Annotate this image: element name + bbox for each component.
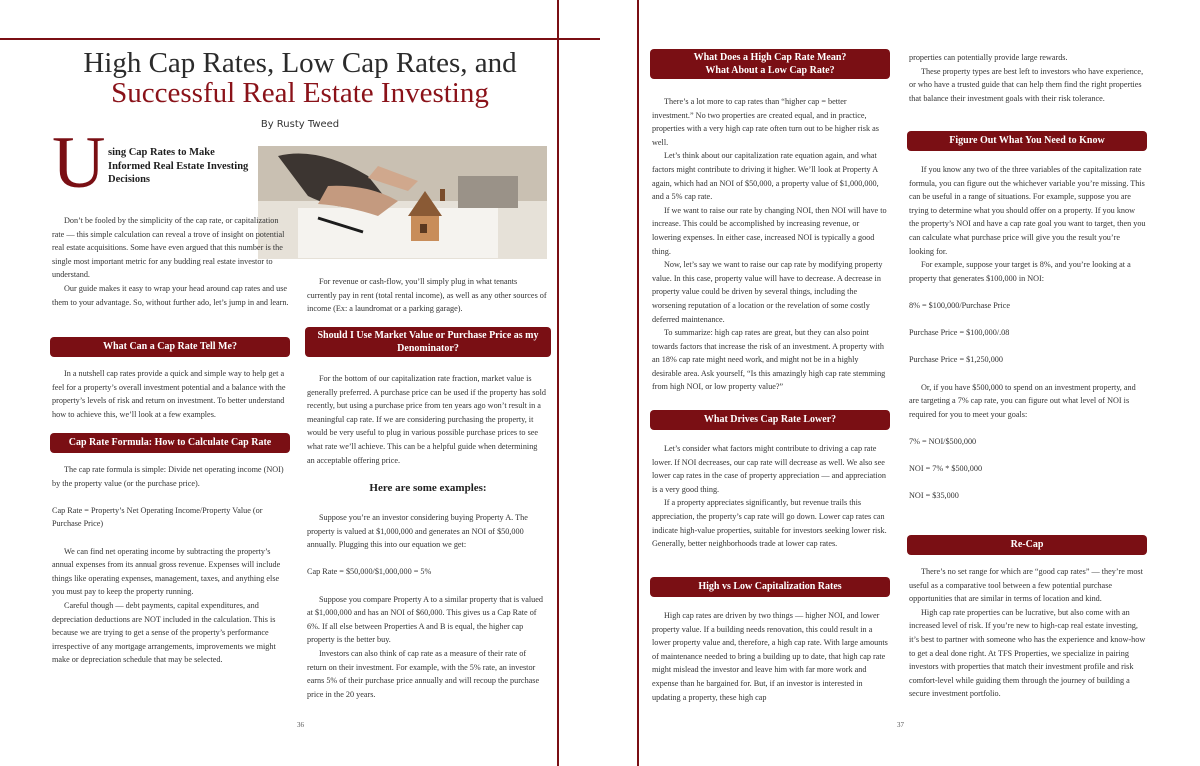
paragraph: In a nutshell cap rates provide a quick and simple way to help get a feel for a property’s overall investment potential and a balance with the property’s levels of risk and return on investment. To better understand how to achieve this, we’ll look at a few examples. [52,369,286,419]
paragraph: High cap rate properties can be lucrative, but also come with an increased level of risk. If you’re new to high-cap real estate investing, it’s best to partner with someone who has the experience and know-how to get a deal done right. At TFS Properties, we specialize in pairing investors with properties that match their investment profile and risk comfort-level while guiding them through the journey of building a secure investment portfolio. [909,607,1146,699]
formula-line: NOI = $35,000 [909,491,959,501]
photo-illustration [258,146,547,259]
right-col-1-high-vs-low [652,609,888,704]
article-title [0,48,600,108]
paragraph: Now, let’s say we want to raise our cap rate by modifying property value. In this case, property value will have to decrease. A decrease in property value could be driven by several things, including the worsening reputation of a location or the revelation of some costly deferred maintenance. [652,260,883,324]
section-header-recap: Re-Cap [907,535,1147,555]
subheading: sing Cap Rates to Make Informed Real Estate Investing Decisions [108,147,249,185]
byline: By Rusty Tweed [260,119,340,130]
section-header-high-mean [650,49,890,79]
paragraph: Suppose you’re an investor considering buying Property A. The property is valued at $1,000,000 and generates an NOI of $50,000 annually. Plugging this into our equation we get: [307,513,528,550]
paragraph: Let’s think about our capitalization rate equation again, and what factors might contribute to driving it higher. We’ll look at Property A again, which had an NOI of $50,000, a property value of $1,000,000, and a 5% cap rate. [652,151,879,202]
section-header-formula: Cap Rate Formula: How to Calculate Cap Rate [50,433,290,453]
examples-heading: Here are some examples: [369,482,487,494]
paragraph: For example, suppose your target is 8%, and you’re looking at a property that generates $100,000 in NOI: [909,260,1131,283]
paragraph: High cap rates are driven by two things — higher NOI, and lower property value. If a building needs renovation, this could result in a lower property value and, therefore, a high cap rate. With large amounts of maintenance needed to bring a building up to date, that high cap rate might mislead the investor and leave him with far more work and expense than he bargained for. But, if an investor is interested in updating a property, these high cap [652,611,888,702]
paragraph: Investors can also think of cap rate as a measure of their rate of return on their investment. For example, with the 5% rate, an investor earns 5% of their purchase price annually and will recoup the purchase price in the 20 years. [307,648,540,699]
paragraph: To summarize: high cap rates are great, but they can also point towards factors that increase the risk of an investment. A property with an 18% cap rate might need work, and might not be in a highly desirable area. Ask yourself, “Is this amazingly high cap rate stemming from high NOI, or low property value?” [652,328,886,392]
right-col-2-top [909,51,1147,105]
page-number-right: 37 [897,721,904,729]
paragraph: If we want to raise our rate by changing NOI, then NOI will have to increase. This could be accomplished by increasing revenue, or lowering expenses. In either case, increased NOI is typically a good thing. [652,205,887,256]
left-col-2-denominator [307,372,547,467]
section-header-line-1: What Does a High Cap Rate Mean? [693,52,847,63]
paragraph: For revenue or cash-flow, you’ll simply plug in what tenants currently pay in rent (total rental income), as well as any other sources of income (Ex: a laundromat or a parking garage). [307,277,547,314]
paragraph: These property types are best left to investors who have experience, or who have a trusted guide that can help them find the right properties that balance their investment goals with their risk tolerance. [909,66,1144,103]
horizontal-rule [0,38,600,40]
left-col-1-formula [52,463,290,667]
right-col-1-lower [652,442,888,551]
paragraph: There’s a lot more to cap rates than “higher cap = better investment.” No two properties are created equal, and in practice, properties with a very high cap rate often turn out to be higher risk as well. [652,97,879,147]
paragraph: Don’t be fooled by the simplicity of the cap rate, or capitalization rate — this simple calculation can reveal a trove of insight on potential real estate acquisitions. Some have even argued that this number is the single most important metric for any budding real estate investor to understand. [52,216,285,280]
paragraph: For the bottom of our capitalization rate fraction, market value is generally preferred. A purchase price can be used if the property has sold recently, but using a purchase price from ten years ago won’t result in a meaningful cap rate. If we are considering purchasing the property, it would be very useful to plug in various possible purchase prices to see what rate we’ll achieve. This can be a helpful guide when determining an acceptable offering price. [307,374,546,465]
title-line-1: High Cap Rates, Low Cap Rates, and [83,47,517,79]
section-header-lower: What Drives Cap Rate Lower? [650,410,890,430]
section-header-tell-me: What Can a Cap Rate Tell Me? [50,337,290,357]
paragraph: properties can potentially provide large rewards. [909,53,1068,62]
paragraph: If you know any two of the three variables of the capitalization rate formula, you can figure out the whichever variable you’re missing. This can be useful in a range of situations. For example, suppose you are trying to determine what you should offer on a property. If you know the property’s NOI and have a cap rate goal you want to target, then you can calculate what purchase price will give you the result you’re looking for. [909,165,1146,256]
vertical-rule-right [637,0,639,766]
right-col-1-high-mean [652,95,888,394]
title-line-2: Successful Real Estate Investing [111,77,489,109]
vertical-rule-left [557,0,559,766]
house-contract-photo [258,146,547,259]
right-col-2-recap [909,565,1147,701]
section-header-denominator: Should I Use Market Value or Purchase Price as my Denominator? [305,327,551,357]
left-col-2-examples [307,511,547,701]
paragraph: There’s no set range for which are “good cap rates” — they’re most useful as a comparative tool between a few potential purchase opportunities that are similar in terms of location and kind. [909,567,1143,604]
formula-line: 7% = NOI/$500,000 [909,436,977,446]
paragraph: Suppose you compare Property A to a similar property that is valued at $1,000,000 and has an NOI of $60,000. This gives us a Cap Rate of 6%. If all else between Properties A and B is equal, the higher cap property is the better buy. [307,594,543,645]
formula-line: NOI = 7% * $500,000 [909,464,983,474]
left-col-1-tell-me [52,367,290,421]
paragraph: Our guide makes it easy to wrap your head around cap rates and use them to your advantage. So, without further ado, let’s jump in and learn. [52,283,289,307]
section-header-figure-out: Figure Out What You Need to Know [907,131,1147,151]
formula-line: Purchase Price = $1,250,000 [909,355,1003,365]
right-col-2-figure-out [909,163,1147,503]
left-col-2-revenue [307,275,547,316]
left-col-1-intro [52,214,290,309]
paragraph: The cap rate formula is simple: Divide net operating income (NOI) by the property value (or the purchase price). [52,465,284,488]
section-header-high-vs-low: High vs Low Capitalization Rates [650,577,890,597]
formula-line: 8% = $100,000/Purchase Price [909,300,1011,310]
paragraph: Let’s consider what factors might contribute to driving a cap rate lower. If NOI decreases, our cap rate will decrease as well. We also see lower cap rates in the case of property appreciation — and appreciation is a very good thing. [652,444,886,494]
formula-line: Cap Rate = $50,000/$1,000,000 = 5% [307,567,432,577]
formula-line: Purchase Price = $100,000/.08 [909,328,1010,338]
drop-cap: U [52,122,106,204]
paragraph: We can find net operating income by subtracting the property’s annual expenses from its annual gross revenue. Expenses will include things like operating expenses, management, taxes, and anything else you must pay to keep the property running. [52,546,281,597]
formula-line: Cap Rate = Property’s Net Operating Income/Property Value (or Purchase Price) [52,505,263,529]
paragraph: Or, if you have $500,000 to spend on an investment property, and are targeting a 7% cap rate, you can figure out what level of NOI is required for you to meet your goals: [909,382,1136,419]
section-header-line-2: What About a Low Cap Rate? [705,65,835,76]
paragraph: Careful though — debt payments, capital expenditures, and depreciation deductions are NOT included in the calculation. This is because we are trying to get a sense of the property’s performance irrespective of any mortgage arrangements, improvements we might make or depreciation schedule that may be selected. [52,600,276,665]
paragraph: If a property appreciates significantly, but revenue trails this appreciation, the property’s cap rate will go down. Lower cap rates can indicate high-value properties, suitable for investors seeking lower risk. Generally, better neighborhoods trade at lower cap rates. [652,498,887,549]
page-number-left: 36 [297,721,304,729]
